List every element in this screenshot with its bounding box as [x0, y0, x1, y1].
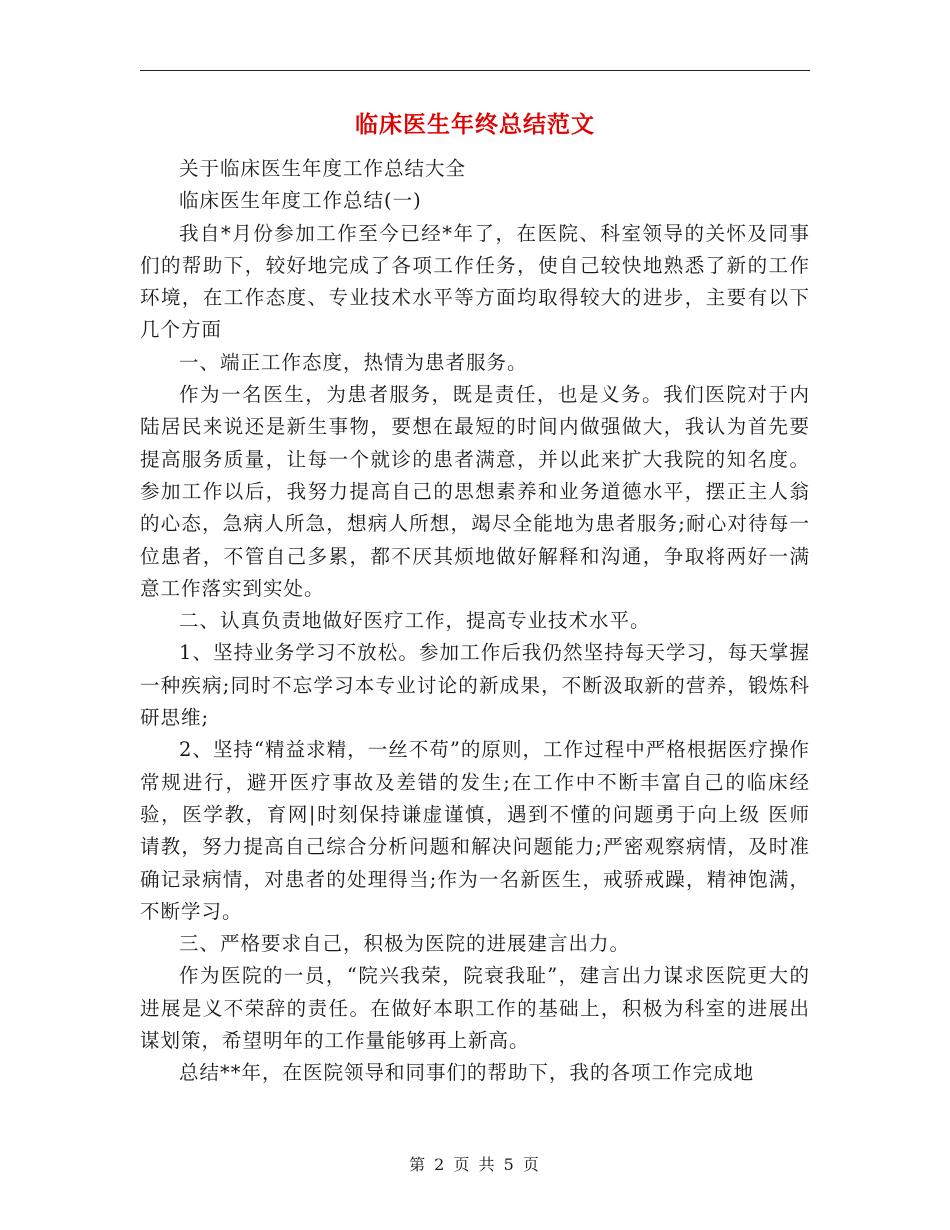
body-paragraph: 我自*月份参加工作至今已经*年了，在医院、科室领导的关怀及同事们的帮助下，较好地完成了各项工作任务，使自己较快地熟悉了新的工作环境，在工作态度、专业技术水平等方面均取得较大的进步，主要有以下几个方面	[140, 221, 810, 342]
document-body	[140, 153, 810, 1090]
body-paragraph: 一、端正工作态度，热情为患者服务。	[179, 350, 528, 374]
body-paragraph: 1、坚持业务学习不放松。参加工作后我仍然坚持每天学习，每天掌握一种疾病;同时不忘学习本专业讨论的新成果，不断汲取新的营养，锻炼科研思维;	[140, 641, 810, 730]
page-number: 第 2 页 共 5 页	[409, 1155, 541, 1174]
document-title: 临床医生年终总结范文	[355, 111, 595, 138]
body-paragraph: 三、严格要求自己，积极为医院的进展建言出力。	[179, 932, 631, 956]
body-paragraph: 作为医院的一员，“院兴我荣，院衰我耻”，建言出力谋求医院更大的进展是义不荣辞的责任。在做好本职工作的基础上，积极为科室的进展出谋划策，希望明年的工作量能够再上新高。	[140, 964, 810, 1053]
body-paragraph: 2、坚持“精益求精，一丝不苟”的原则，工作过程中严格根据医疗操作常规进行，避开医疗事故及差错的发生;在工作中不断丰富自己的临床经验，医学教，育网|时刻保持谦虚谨慎，遇到不懂的问题勇于向上级 医师请教，努力提高自己综合分析问题和解决问题能力;严密观察病情，及时准确记录病情，对患者的处理得当;作为一名新医生，戒骄戒躁，精神饱满，不断学习。	[140, 738, 810, 923]
body-paragraph: 总结**年，在医院领导和同事们的帮助下，我的各项工作完成地	[179, 1061, 755, 1085]
body-paragraph: 关于临床医生年度工作总结大全	[179, 157, 467, 180]
body-paragraph: 作为一名医生，为患者服务，既是责任，也是义务。我们医院对于内陆居民来说还是新生事物，要想在最短的时间内做强做大，我认为首先要提高服务质量，让每一个就诊的患者满意，并以此来扩大我院的知名度。参加工作以后，我努力提高自己的思想素养和业务道德水平，摆正主人翁的心态，急病人所急，想病人所想，竭尽全能地为患者服务;耐心对待每一位患者，不管自己多累，都不厌其烦地做好解释和沟通，争取将两好一满意工作落实到实处。	[140, 383, 810, 600]
body-paragraph: 临床医生年度工作总结(一)	[179, 189, 422, 213]
header-rule	[140, 70, 810, 71]
body-paragraph: 二、认真负责地做好医疗工作，提高专业技术水平。	[179, 609, 651, 633]
